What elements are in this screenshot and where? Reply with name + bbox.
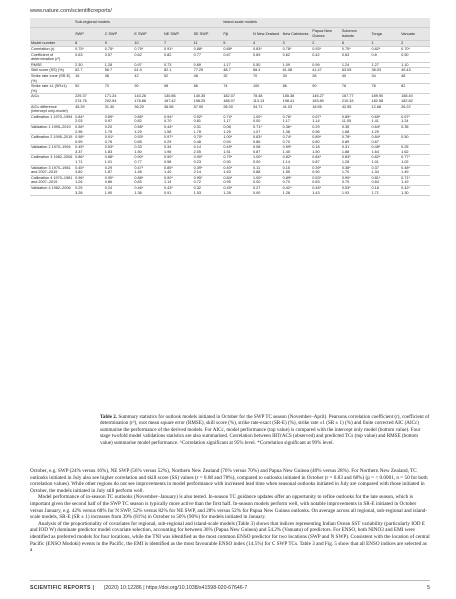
body-paragraph: Model performance of in-season TC outlooks (November–January) is also tested. In-season TC guidance updates offer an opportunity to refine outlooks for the late season, which is important given the second half of the SWP TC season is typically more active than the first half. In-season models perform well, with notable improvements in SR-E initiated in October versus January, e.g. 42% versus 68% for N SWP, 52% versus 82% for NE SWP, and 28% versus 52% for Papua New Guinea outlooks. On average across all regional, sub-regional and island-scale models, SR-E (SR ± 1) increases from 39% (81%) in October to 50% (90%) for models initiated in January. <box>30 494 427 521</box>
model-number-cell: 11 <box>193 41 223 47</box>
table-cell: 0.39* 0.90 <box>311 165 341 175</box>
column-header-blank <box>30 28 74 41</box>
table-cell: 143.26 176.86 <box>133 94 163 104</box>
table-cell: 0.90* 0.58 <box>163 155 193 165</box>
table-cell: 0.39* 2.14 <box>193 165 223 175</box>
table-cell: 0.49* 1.28 <box>222 186 252 196</box>
table-cell: 1.27 <box>371 62 401 68</box>
table-cell: 0.77 <box>193 52 223 62</box>
row-label: AICc <box>30 94 74 104</box>
row-label: Validation 4 1982–2006 <box>30 186 74 196</box>
table-cell: 158.40 182.82 <box>400 94 430 104</box>
table-cell: 0.42^ 1.28 <box>282 186 312 196</box>
table-cell: 34 <box>371 73 401 83</box>
column-header: Fiji <box>222 28 252 41</box>
column-header: NE SWP <box>163 28 193 41</box>
table-cell: 0.38* 1.70 <box>341 165 371 175</box>
island-scale-group-header: Island-scale models <box>222 18 430 28</box>
row-label: Validation 3 1970–1981 and 2007–2019 <box>30 165 74 175</box>
table-cell: 0.37 1.34 <box>371 165 401 175</box>
table-cell: 0.70* 0.48 <box>193 135 223 145</box>
column-header: SE SWP <box>193 28 223 41</box>
table-body <box>30 47 430 196</box>
model-number-cell: 9 <box>104 41 134 47</box>
table-cell: 0.71* 1.19 <box>400 175 430 185</box>
table-row <box>30 94 430 104</box>
table-cell: 0.82* <box>371 47 401 53</box>
table-cell: 0.34 1.96 <box>163 145 193 155</box>
table-cell: 0.90* 0.23 <box>193 155 223 165</box>
table-cell: 78.48 113.13 <box>252 94 282 104</box>
table-cell: 0.33 1.50 <box>133 145 163 155</box>
table-cell: 34.71 <box>252 104 282 114</box>
table-cell: 145.27 183.80 <box>311 94 341 104</box>
table-cell: 0.43* 0.91 <box>163 186 193 196</box>
table-cell: 0.74* 0.70 <box>282 135 312 145</box>
page-footer <box>30 585 430 591</box>
table-cell: 0.25 1.62 <box>400 145 430 155</box>
table-cell: 0.82 <box>163 52 193 62</box>
table-row <box>30 165 430 175</box>
row-label: Correlation (r) <box>30 47 74 53</box>
article-body <box>30 468 430 554</box>
table-row <box>30 84 430 94</box>
table-cell: 82 <box>400 84 430 94</box>
row-label: Calibration 2 1995–2019 <box>30 135 74 145</box>
table-cell: 0.88* <box>193 47 223 53</box>
row-label: AICc difference (intercept only-model) <box>30 104 74 114</box>
table-cell: 0.58* 1.29 <box>133 124 163 134</box>
model-number-cell: 6 <box>341 41 371 47</box>
table-cell: 0.91* <box>163 47 193 53</box>
table-cell: 167.77 210.33 <box>341 94 371 104</box>
table-cell: 140.35 198.25 <box>193 94 223 104</box>
site-url[interactable]: www.nature.com/scientificreports/ <box>30 8 112 14</box>
table-cell: 0.31 1.78 <box>193 124 223 134</box>
row-label: Calibration 1 1970–1994 <box>30 114 74 124</box>
table-cell: 1.00* 0.00 <box>252 155 282 165</box>
row-label: RMSE <box>30 62 74 68</box>
table-cell: 0.24 1.90 <box>104 186 134 196</box>
table-cell: 0.82* 1.01 <box>371 155 401 165</box>
table-cell: 0.76* 1.17 <box>282 114 312 124</box>
table-row <box>30 175 430 185</box>
row-label: Validation 2 1970–1994 <box>30 145 74 155</box>
table-cell: 42.55 <box>341 104 371 114</box>
table-cell: 0.88* 1.01 <box>104 155 134 165</box>
table-cell: 0.62 <box>282 52 312 62</box>
table-cell: 0.53* 1.93 <box>341 186 371 196</box>
table-cell: 0.27 0.90 <box>252 186 282 196</box>
table-cell: 100 <box>252 84 282 94</box>
table-cell: 0.97* 0.29 <box>163 135 193 145</box>
table-cell: 189.90 182.58 <box>371 94 401 104</box>
table-cell: 0.44^ 1.58 <box>163 124 193 134</box>
table-cell: 0.56* 2.96 <box>74 124 104 134</box>
table-cell: 63.05 <box>341 68 371 74</box>
table-cell: 182.07 188.07 <box>222 94 252 104</box>
table-cell: 0.94* 0.70 <box>163 114 193 124</box>
table-cell: 0.31 1.88 <box>341 145 371 155</box>
table-cell: 48.7 <box>222 68 252 74</box>
table-cell: 130.86 167.42 <box>163 94 193 104</box>
row-label: Strike rate ±1 (SR±1) (%) <box>30 84 74 94</box>
table-cell: 82.1 <box>163 68 193 74</box>
table-cell: 0.59* 1.45 <box>282 145 312 155</box>
table-cell: 0.29 0.96 <box>311 124 341 134</box>
table-cell: 0.93* 0.65 <box>133 135 163 145</box>
table-cell: 0.98* 0.99 <box>74 135 104 145</box>
table-cell: 62.7 <box>74 68 104 74</box>
column-header: SWP <box>74 28 104 41</box>
table-cell: 86 <box>193 84 223 94</box>
table-cell: 0.48^ 1.49 <box>400 165 430 175</box>
row-label: Skill score (SS) (%) <box>30 68 74 74</box>
table-cell: 0.45* 3.80 <box>74 165 104 175</box>
table-cell: 0.77* 1.02 <box>400 155 430 165</box>
table-cell: 42 <box>133 73 163 83</box>
table-cell: 0.46* 1.36 <box>133 186 163 196</box>
table-cell: 0.84* 0.87 <box>311 155 341 165</box>
table-cell: 78 <box>371 84 401 94</box>
table-cell: 61.9 <box>133 68 163 74</box>
model-number-label: Model number <box>30 41 74 47</box>
article-citation[interactable]: (2020) 10:12286 | https://doi.org/10.1038/s41598-020-67646-7 <box>103 585 248 591</box>
table-cell: 0.79* <box>133 47 163 53</box>
table-cell: 36.20 <box>133 104 163 114</box>
journal-name: SCIENTIFIC REPORTS | <box>30 585 95 591</box>
table-cell: 1.00* 0.94 <box>222 135 252 145</box>
table-cell: 0.89 <box>193 62 223 68</box>
body-paragraph: Analysis of the proportionality of covariates for regional, sub-regional and island-scale models (Table 3) shows that indices representing Indian Ocean SST variability (particularly IOD E and IOD W) dominate predictor model covariate selection, accounting for between 36% (Papua New Guinea) and 54.2% (Vanuatu) of predictors. For ENSO, both NINO3 and EMI were identified as preferred models for four locations, while the TNI was identified as the most common ENSO predictor for two locations (SWP and N SWP). Consistent with the location of central Pacific (ENSO Modoki) events in the Pacific, the EMI is identified as the most favourable ENSO index (14.5%) for C SWP TCs. Table 3 and Fig. 5 show that all ENSO indices are selected as a <box>30 520 430 554</box>
table-cell: 56.7 <box>104 68 134 74</box>
table-cell: 0.86* 1.71 <box>74 155 104 165</box>
table-row <box>30 52 430 62</box>
row-label: Calibration 4 1970–1981 and 2007–2019 <box>31 175 73 185</box>
model-number-cell: 2 <box>400 41 430 47</box>
model-number-cell: 8 <box>74 41 104 47</box>
table-cell: 0.48* 1.64 <box>371 145 401 155</box>
table-cell: 0.29 1.87 <box>104 165 134 175</box>
table-cell: 2.30 <box>74 62 104 68</box>
table-cell: 1.09 <box>282 62 312 68</box>
table-cell: 0.95* 0.72 <box>193 175 223 185</box>
table-cell: 0.85* 0.82 <box>133 114 163 124</box>
table-cell: 0.81* 0.84 <box>371 175 401 185</box>
table-cell: 0.45* 1.43 <box>311 186 341 196</box>
table-cell: 0.32 1.53 <box>193 186 223 196</box>
table-cell: 0.82* 1.14 <box>282 155 312 165</box>
table-cell: 171.24 202.54 <box>104 94 134 104</box>
table-cell: 52 <box>74 84 104 94</box>
table-cell: 70 <box>252 73 282 83</box>
table-cell: 0.90* 0.86 <box>104 175 134 185</box>
table-cell: 229.37 274.76 <box>74 94 104 104</box>
row-label: Coefficient of determination (r²) <box>30 52 74 62</box>
table-cell: 98 <box>163 84 193 94</box>
table-cell: 0.18 1.50 <box>311 145 341 155</box>
table-cell: 41.03 <box>282 104 312 114</box>
table-cell: 0.90* 1.14 <box>163 175 193 185</box>
table-cell: 0.14 2.05 <box>193 145 223 155</box>
table-cell: 0.20 1.75 <box>104 124 134 134</box>
table-cell: 0.50 <box>400 135 430 145</box>
row-label: Calibration 3 1982–2006 <box>30 155 74 165</box>
table-cell: 0.83* 0.86 <box>252 135 282 145</box>
table-cell: 0.69 <box>252 52 282 62</box>
table-cell: 0.64* 1.29 <box>371 124 401 134</box>
column-header: Solomon Islands <box>341 28 371 41</box>
table-cell: 0.88* <box>222 47 252 53</box>
table-cell: 90 <box>133 84 163 94</box>
table-row <box>30 124 430 134</box>
table-cell: 0.78* <box>282 47 312 53</box>
table-cell: 57.90 <box>193 104 223 114</box>
table-cell: 49.43 <box>400 68 430 74</box>
table-cell: 0.36^ 1.08 <box>282 124 312 134</box>
table-cell: 1.28 <box>104 62 134 68</box>
table-cell: 12.68 <box>371 104 401 114</box>
caption-label: Table 2. <box>100 414 118 420</box>
table-cell: 0.89* 0.97 <box>104 114 134 124</box>
model-number-cell: 1 <box>371 41 401 47</box>
column-header: New Caledonia <box>282 28 312 41</box>
column-header: Papua New Guinea <box>311 28 341 41</box>
table-cell: 32 <box>222 73 252 83</box>
table-cell: 0.62 <box>133 52 163 62</box>
table-cell: 0.08 0.87 <box>252 145 282 155</box>
table-cell: 0.42 <box>311 52 341 62</box>
column-header: C SWP <box>104 28 134 41</box>
table-cell: 155.38 198.41 <box>282 94 312 104</box>
table-cell: 16 <box>74 73 104 83</box>
table-cell: 0.92* 0.81 <box>193 114 223 124</box>
table-cell: 0.67 <box>222 52 252 62</box>
table-cell: 28.00 <box>222 104 252 114</box>
table-cell: 0.08 1.25 <box>222 124 252 134</box>
footer-divider <box>30 580 430 581</box>
table-cell: 0.83* 1.28 <box>341 155 371 165</box>
table-cell: 0.18 1.71 <box>371 186 401 196</box>
table-cell: 0.90* 0.79 <box>341 175 371 185</box>
table-column-header-row <box>30 28 430 41</box>
table-cell: 0.75* <box>104 47 134 53</box>
table-row <box>30 145 430 155</box>
page-number: 5 <box>427 585 430 591</box>
table-cell: 26.22 <box>400 104 430 114</box>
table-cell: 0.35 <box>400 124 430 134</box>
body-paragraph: October, e.g. SWP (24% versus 16%), NE SWP (56% versus 52%), Northern New Zealand (76% versus 70%) and Papua New Guinea (40% versus 28%). For Northern New Zealand, TC outlooks initiated in July also see higher correlation and skill score (SS) values (r = 0.88 and 78%), compared to outlooks initiated in October (r = 0.83 and 68%) (p = < 0.0001, n = 50 for both correlation values). While other regions do not see improvements in model performance with increased lead time when seasonal outlooks initiated in July are compared with those initiated in October, the models initiated in July still perform well. <box>30 468 428 494</box>
table-cell: 40 <box>341 73 371 83</box>
table-cell: 0.84* 0.95 <box>222 175 252 185</box>
table-cell: 0.71* 1.07 <box>252 124 282 134</box>
table-cell: 0.15 1.55 <box>282 165 312 175</box>
model-number-cell: 3 <box>282 41 312 47</box>
column-header: Vanuatu <box>400 28 430 41</box>
table-cell: 18.55 <box>311 104 341 114</box>
table-cell: 0.50 <box>252 62 282 68</box>
table-cell: 48 <box>400 73 430 83</box>
table-cell: 0.47* 1.46 <box>133 165 163 175</box>
table-cell: 0.75* <box>341 47 371 53</box>
table-cell: 46 <box>193 73 223 83</box>
table-cell: 0.85* 11.05 <box>341 114 371 124</box>
table-cell: 0.79* 0.90 <box>222 155 252 165</box>
table-cell: 90 <box>311 84 341 94</box>
table-cell: 1.10 <box>400 62 430 68</box>
table-cell: 0.53* 1.83 <box>104 145 134 155</box>
table-cell: 28 <box>311 73 341 83</box>
table-cell: 41.47 <box>311 68 341 74</box>
table-row <box>30 73 430 83</box>
column-header: N New Zealand <box>252 28 282 41</box>
model-number-cell: 5 <box>222 41 252 47</box>
table-cell: 0.99 <box>311 62 341 68</box>
summary-statistics-table <box>30 18 430 196</box>
table-cell: 76 <box>341 84 371 94</box>
table-row <box>30 135 430 145</box>
table-row <box>30 186 430 196</box>
table-corner-cell <box>30 18 74 28</box>
table-cell: 30 <box>282 73 312 83</box>
table-cell: 1.24 <box>341 62 371 68</box>
column-header: E SWP <box>133 28 163 41</box>
table-cell: 0.75* <box>74 47 104 53</box>
table-cell: 31.30 <box>104 104 134 114</box>
table-cell: 0.67* 1.14 <box>311 114 341 124</box>
summary-table-container <box>30 18 430 196</box>
table-cell: 0.63 <box>74 52 104 62</box>
table-cell: 0.88* 0.83 <box>133 175 163 185</box>
row-label: Strike rate ±one (SR-E) (%) <box>30 73 74 83</box>
model-number-cell: 2 <box>311 41 341 47</box>
table-cell: 0.84* 0.67 <box>371 135 401 145</box>
table-cell: 0.90* 0.77 <box>133 155 163 165</box>
table-cell: 38 <box>104 73 134 83</box>
table-cell: 36.56 <box>163 104 193 114</box>
table-cell: 77.25 <box>193 68 223 74</box>
table-row <box>30 114 430 124</box>
table-cell: 0.8 <box>371 52 401 62</box>
table-cell: 0.35 1.68 <box>341 124 371 134</box>
table-cell: 0.67* 1.24 <box>400 114 430 124</box>
table-cell: 0.70* <box>400 47 430 53</box>
table-cell: 0.53* 0.83 <box>311 175 341 185</box>
table-cell: 0.97 <box>133 62 163 68</box>
table-cell: 70 <box>104 84 134 94</box>
table-cell: 0.85* 1.40 <box>163 165 193 175</box>
table-cell: 0.45* 3.37 <box>74 145 104 155</box>
table-cell: 0.63 <box>341 52 371 62</box>
model-number-cell: 7 <box>163 41 193 47</box>
table-cell: 0.25 3.28 <box>74 186 104 196</box>
table-cell: 38.03 <box>371 68 401 74</box>
sub-regional-group-header: Sub-regional models <box>74 18 222 28</box>
table-cell: 52 <box>163 73 193 83</box>
table-cell: 0.89* 0.70 <box>282 175 312 185</box>
table-cell: 0.73 <box>163 62 193 68</box>
table-cell: 0.89* 0.80 <box>311 135 341 145</box>
row-label: Validation 1 1995–2019 <box>30 124 74 134</box>
table-cell: 0.93* <box>311 47 341 53</box>
table-row <box>30 104 430 114</box>
table-caption <box>100 414 430 446</box>
table-cell: 68.4 <box>252 68 282 74</box>
table-group-header-row <box>30 18 430 28</box>
table-cell: 0.78* 0.89 <box>341 135 371 145</box>
model-number-cell: 10 <box>133 41 163 47</box>
table-cell: 0.84* 2.03 <box>74 114 104 124</box>
table-row <box>30 155 430 165</box>
table-cell: 0.65* 1.41 <box>371 114 401 124</box>
table-cell: 1.00* 0.00 <box>252 175 282 185</box>
table-cell: 0.49* 1.51 <box>222 145 252 155</box>
table-cell: 0.96* 1.26 <box>74 175 104 185</box>
table-cell: 0.50 <box>400 52 430 62</box>
table-cell: 61.08 <box>282 68 312 74</box>
table-cell: 0.57 <box>104 52 134 62</box>
model-number-cell: 4 <box>252 41 282 47</box>
table-cell: 1.00* 0.00 <box>252 114 282 124</box>
table-cell: 0.11 0.88 <box>252 165 282 175</box>
table-cell: 86 <box>282 84 312 94</box>
table-cell: 1.17 <box>222 62 252 68</box>
table-cell: 45.39 <box>74 104 104 114</box>
table-cell: 0.42^ 1.30 <box>400 186 430 196</box>
table-cell: 0.40* 1.63 <box>222 165 252 175</box>
table-cell: 0.74* 1.17 <box>222 114 252 124</box>
caption-text: Summary statistics for outlook models initiated in October for the SWP TC season (November–April). Pearsons correlation coefficient (r), coefficient of determination (r²), root mean square error (RMSE), skill score (%), strike rate-exact (SR-E) (%), strike rate ±1 (SR ± 1) (%) and finite corrected AIC (AICc) summarise the performance of the derived models. For AICc, model performance (top value) is compared with the intercept only model (bottom value). Four stage twofold model validations statistics are also summarised. Correlation between IBTrACS (observed) and predicted TCs (top value) and RMSE (bottom value) summarise model performance. ^Correlation significant at 95% level. *Correlation significant at 99% level. <box>100 414 430 446</box>
table-cell: 0.83* <box>252 47 282 53</box>
column-header: Tonga <box>371 28 401 41</box>
table-cell: 74 <box>222 84 252 94</box>
table-cell: 0.91* 0.76 <box>104 135 134 145</box>
